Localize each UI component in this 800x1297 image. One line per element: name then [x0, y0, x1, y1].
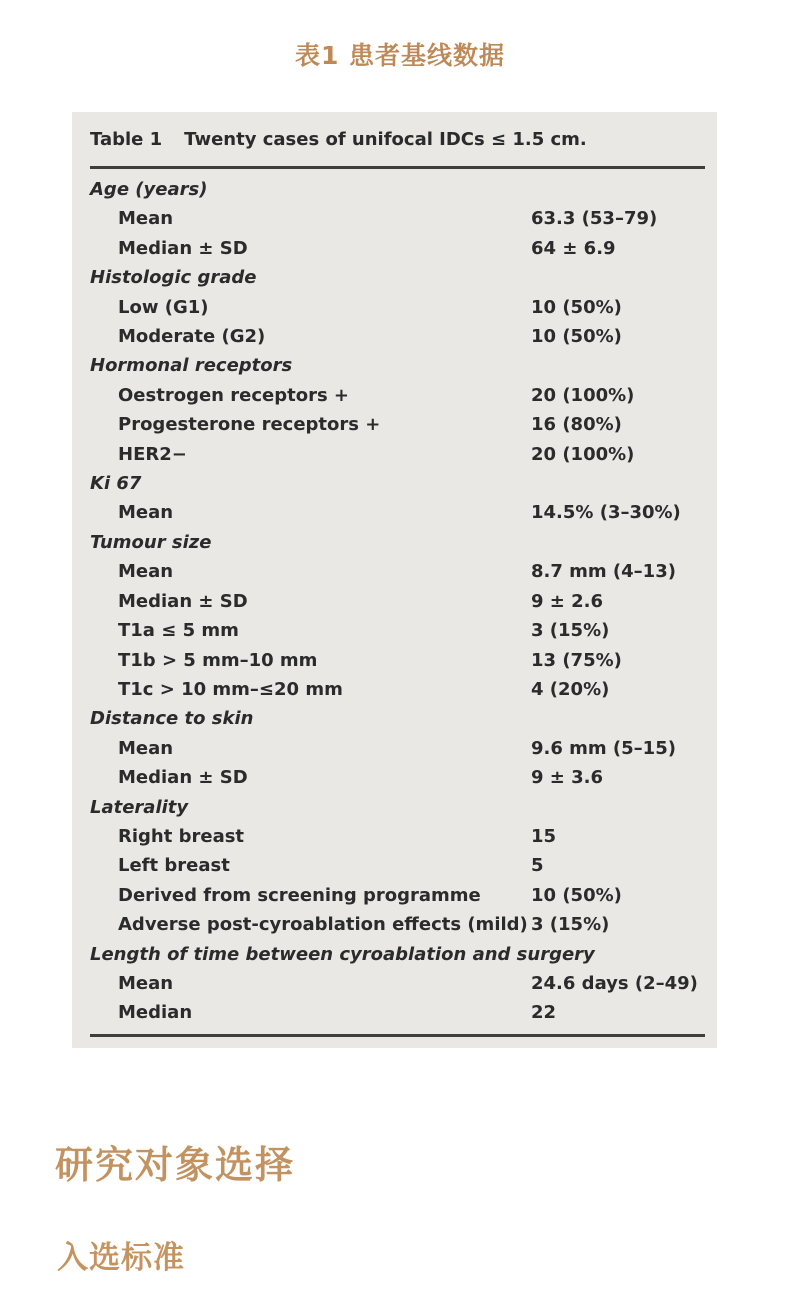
- row-label: Derived from screening programme: [118, 884, 481, 906]
- row-label: Distance to skin: [90, 708, 254, 730]
- row-label: Right breast: [118, 825, 245, 847]
- row-label: Tumour size: [90, 531, 212, 553]
- table-item-row: [90, 998, 707, 1027]
- row-label: T1a ≤ 5 mm: [118, 620, 239, 642]
- row-label: Mean: [118, 737, 174, 759]
- row-value: 9.6 mm (5–15): [531, 737, 676, 759]
- table-item-row: [90, 881, 707, 910]
- table-section-row: [90, 469, 707, 498]
- row-value: 3 (15%): [531, 620, 610, 642]
- row-label: Oestrogen receptors +: [118, 384, 350, 406]
- row-label: Histologic grade: [90, 267, 257, 289]
- table-item-row: [90, 410, 707, 439]
- row-label: Mean: [118, 502, 174, 524]
- table-item-row: [90, 557, 707, 586]
- table-section-row: [90, 793, 707, 822]
- table-rows: [90, 175, 707, 1028]
- row-value: 10 (50%): [531, 884, 622, 906]
- table-item-row: [90, 822, 707, 851]
- row-label: Length of time between cyroablation and surgery: [90, 943, 595, 965]
- row-label: Progesterone receptors +: [118, 414, 381, 436]
- table-item-row: [90, 763, 707, 792]
- table-section-row: [90, 940, 707, 969]
- table-item-row: [90, 587, 707, 616]
- row-label: Median ± SD: [118, 237, 248, 259]
- row-value: 8.7 mm (4–13): [531, 561, 676, 583]
- table-section-row: [90, 175, 707, 204]
- row-value: 3 (15%): [531, 914, 610, 936]
- table-item-row: [90, 969, 707, 998]
- table-top-rule: [90, 166, 705, 169]
- table-item-row: [90, 293, 707, 322]
- row-label: Low (G1): [118, 296, 209, 318]
- row-value: 16 (80%): [531, 414, 622, 436]
- table-caption: [90, 128, 707, 152]
- row-value: 9 ± 2.6: [531, 590, 604, 612]
- row-label: Median ± SD: [118, 767, 248, 789]
- row-label: Mean: [118, 561, 174, 583]
- row-value: 9 ± 3.6: [531, 767, 604, 789]
- table-section-row: [90, 704, 707, 733]
- row-value: 10 (50%): [531, 296, 622, 318]
- table-item-row: [90, 675, 707, 704]
- table-bottom-rule: [90, 1034, 705, 1037]
- row-label: Left breast: [118, 855, 230, 877]
- table-item-row: [90, 440, 707, 469]
- table-caption-text: Twenty cases of unifocal IDCs ≤ 1.5 cm.: [184, 129, 587, 150]
- table-item-row: [90, 851, 707, 880]
- section-heading-research-subjects: 研究对象选择: [55, 1142, 296, 1187]
- page-title: 表1 患者基线数据: [294, 41, 506, 70]
- table-figure: [72, 112, 717, 1048]
- table-caption-label: Table 1: [90, 129, 163, 150]
- table-item-row: [90, 616, 707, 645]
- row-label: Moderate (G2): [118, 326, 266, 348]
- row-value: 13 (75%): [531, 649, 622, 671]
- table-item-row: [90, 381, 707, 410]
- table-item-row: [90, 234, 707, 263]
- row-label: Median: [118, 1002, 193, 1024]
- row-label: Mean: [118, 972, 174, 994]
- row-value: 5: [531, 855, 544, 877]
- row-value: 15: [531, 825, 557, 847]
- row-value: 20 (100%): [531, 384, 635, 406]
- row-value: 10 (50%): [531, 326, 622, 348]
- row-label: Laterality: [90, 796, 189, 818]
- row-label: T1c > 10 mm–≤20 mm: [118, 678, 343, 700]
- row-value: 20 (100%): [531, 443, 635, 465]
- row-label: Adverse post-cyroablation effects (mild): [118, 914, 528, 936]
- row-value: 22: [531, 1002, 557, 1024]
- row-label: T1b > 5 mm–10 mm: [118, 649, 318, 671]
- row-value: 24.6 days (2–49): [531, 972, 698, 994]
- table-section-row: [90, 351, 707, 380]
- row-value: 14.5% (3–30%): [531, 502, 681, 524]
- row-label: Age (years): [90, 179, 208, 200]
- row-value: 63.3 (53–79): [531, 208, 658, 230]
- row-label: Mean: [118, 208, 174, 230]
- row-label: HER2−: [118, 443, 187, 465]
- table-item-row: [90, 734, 707, 763]
- row-label: Hormonal receptors: [90, 355, 293, 377]
- row-value: 64 ± 6.9: [531, 237, 616, 259]
- table-item-row: [90, 910, 707, 939]
- table-item-row: [90, 646, 707, 675]
- table-item-row: [90, 498, 707, 527]
- row-value: 4 (20%): [531, 678, 610, 700]
- table-section-row: [90, 263, 707, 292]
- table-item-row: [90, 204, 707, 233]
- table-section-row: [90, 528, 707, 557]
- row-label: Median ± SD: [118, 590, 248, 612]
- row-label: Ki 67: [90, 473, 142, 495]
- section-heading-inclusion-criteria: 入选标准: [57, 1240, 185, 1276]
- table-item-row: [90, 322, 707, 351]
